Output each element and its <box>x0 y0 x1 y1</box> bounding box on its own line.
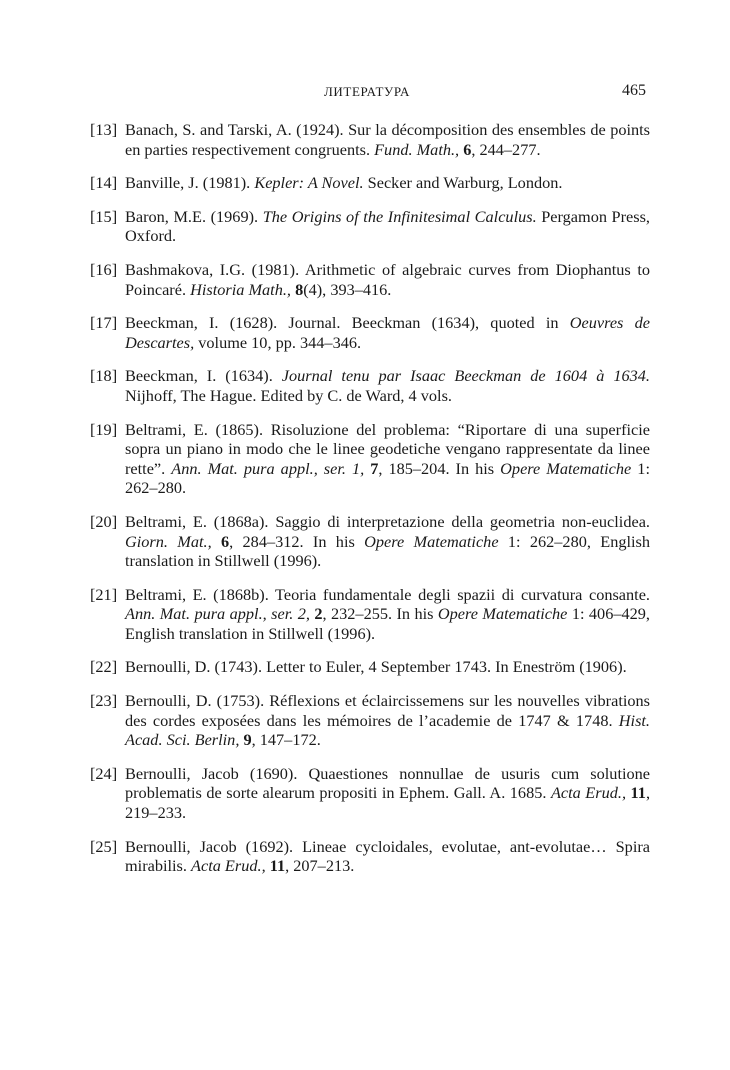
reference-text <box>125 512 650 571</box>
text-segment: Beltrami, E. (1868b). Teoria fundamentale degli spazii di curvatura consante. <box>125 584 650 604</box>
reference-entry <box>90 366 650 405</box>
text-segment: , 284–312. In his <box>229 531 365 551</box>
reference-entry <box>90 173 650 193</box>
text-segment: Pergamon Press, Oxford. <box>125 206 651 246</box>
reference-entry <box>90 313 650 352</box>
italic-segment: Fund. Math., <box>374 139 460 159</box>
reference-entry <box>90 837 650 876</box>
reference-text <box>125 366 650 405</box>
bold-segment: 6 <box>463 139 472 159</box>
text-segment: Banville, J. (1981). <box>125 173 255 193</box>
reference-number: [19] <box>90 419 118 439</box>
reference-text <box>125 657 650 677</box>
text-segment: Nijhoff, The Hague. Edited by C. de Ward, 4 vols. <box>125 385 452 405</box>
reference-text <box>125 313 650 352</box>
reference-text <box>125 173 650 193</box>
text-segment: Bernoulli, Jacob (1692). Lineae cycloidales, evolutae, ant-evolutae… Spira mirabilis. <box>125 836 650 876</box>
reference-text <box>125 764 650 823</box>
reference-entry <box>90 260 650 299</box>
text-segment: Beeckman, I. (1628). Journal. Beeckman (1634), quoted in <box>125 313 570 333</box>
text-segment: , 207–213. <box>285 856 355 876</box>
bold-segment: 7 <box>370 458 379 478</box>
italic-segment: Acta Erud., <box>191 856 266 876</box>
italic-segment: Ann. Mat. pura appl., ser. 1, <box>171 458 365 478</box>
text-segment: Banach, S. and Tarski, A. (1924). Sur la décomposition des ensembles de points en parties respectivement congruents. <box>125 120 650 159</box>
reference-list <box>90 120 650 890</box>
reference-number: [16] <box>90 259 118 279</box>
italic-segment: Journal tenu par Isaac Beeckman de 1604 à 1634. <box>281 366 650 386</box>
text-segment: 1: 262–280, English translation in Stillwell (1996). <box>125 531 650 571</box>
reference-number: [25] <box>90 836 118 856</box>
italic-segment: Kepler: A Novel. <box>254 173 364 193</box>
bold-segment: 11 <box>269 856 286 876</box>
reference-entry <box>90 512 650 571</box>
reference-number: [20] <box>90 511 118 531</box>
page-number: 465 <box>622 82 646 99</box>
reference-entry <box>90 657 650 677</box>
reference-text <box>125 260 650 299</box>
reference-number: [24] <box>90 763 118 783</box>
bold-segment: 2 <box>314 604 323 624</box>
text-segment: , 147–172. <box>251 730 321 750</box>
text-segment: , 232–255. In his <box>322 604 438 624</box>
reference-number: [21] <box>90 584 118 604</box>
bold-segment: 6 <box>221 531 230 551</box>
reference-entry <box>90 691 650 750</box>
italic-segment: Hist. Acad. Sci. Berlin, <box>125 710 650 750</box>
text-segment: 1: 262–280. <box>125 458 650 498</box>
text-segment: , 219–233. <box>125 783 651 823</box>
reference-number: [17] <box>90 313 118 333</box>
reference-entry <box>90 764 650 823</box>
reference-number: [22] <box>90 657 118 677</box>
reference-text <box>125 691 650 750</box>
text-segment: Beeckman, I. (1634). <box>125 366 282 386</box>
bold-segment: 8 <box>295 279 304 299</box>
italic-segment: The Origins of the Infinitesimal Calculus. <box>262 206 537 226</box>
reference-text <box>125 585 650 644</box>
reference-text <box>125 207 650 246</box>
text-segment: Beltrami, E. (1868a). Saggio di interpretazione della geometria non-euclidea. <box>125 511 650 531</box>
reference-text <box>125 420 650 498</box>
text-segment: 1: 406–429, English translation in Stillwell (1996). <box>125 604 650 643</box>
reference-entry <box>90 207 650 246</box>
italic-segment: Opere Matematiche <box>500 458 632 478</box>
text-segment: Bernoulli, Jacob (1690). Quaestiones nonnullae de usuris cum solutione problematis de sorte alearum propositi in Ephem. Gall. A. 1685. <box>125 763 650 803</box>
italic-segment: Historia Math., <box>190 279 291 299</box>
text-segment: Secker and Warburg, London. <box>363 173 563 193</box>
text-segment: (4), 393–416. <box>303 279 392 299</box>
reference-number: [13] <box>90 120 118 139</box>
text-segment: Bernoulli, D. (1743). Letter to Euler, 4 September 1743. In Eneström (1906). <box>125 657 627 677</box>
running-title: ЛИТЕРАТУРА <box>324 84 410 99</box>
reference-number: [23] <box>90 691 118 711</box>
reference-number: [18] <box>90 366 118 386</box>
text-segment: Bashmakova, I.G. (1981). Arithmetic of algebraic curves from Diophantus to Poincaré. <box>125 259 650 299</box>
bold-segment: 9 <box>243 730 252 750</box>
reference-entry <box>90 585 650 644</box>
italic-segment: Ann. Mat. pura appl., ser. 2, <box>125 604 310 624</box>
text-segment: , 185–204. In his <box>378 458 501 478</box>
italic-segment: Oeuvres de Descartes, <box>125 313 650 352</box>
reference-number: [15] <box>90 206 118 226</box>
italic-segment: Opere Matematiche <box>364 531 499 551</box>
text-segment: volume 10, pp. 344–346. <box>194 332 362 352</box>
reference-entry <box>90 420 650 498</box>
reference-text <box>125 837 650 876</box>
reference-entry <box>90 120 650 159</box>
text-segment: Beltrami, E. (1865). Risoluzione del problema: “Riportare di una superficie sopra un piano in modo che le linee geodetiche vengano rappresentate da linee rette”. <box>125 419 650 478</box>
italic-segment: Acta Erud., <box>550 783 627 803</box>
reference-number: [14] <box>90 173 118 193</box>
page-header <box>88 84 646 106</box>
text-segment: Bernoulli, D. (1753). Réflexions et éclaircissemens sur les nouvelles vibrations des cordes exposées dans les mémoires de l’academie de 1747 & 1748. <box>125 691 650 730</box>
text-segment: , 244–277. <box>471 139 541 159</box>
text-segment <box>212 532 221 551</box>
italic-segment: Opere Matematiche <box>437 604 568 624</box>
reference-text <box>125 120 650 159</box>
bold-segment: 11 <box>630 783 646 803</box>
italic-segment: Giorn. Mat., <box>125 531 212 551</box>
text-segment: Baron, M.E. (1969). <box>125 206 263 226</box>
